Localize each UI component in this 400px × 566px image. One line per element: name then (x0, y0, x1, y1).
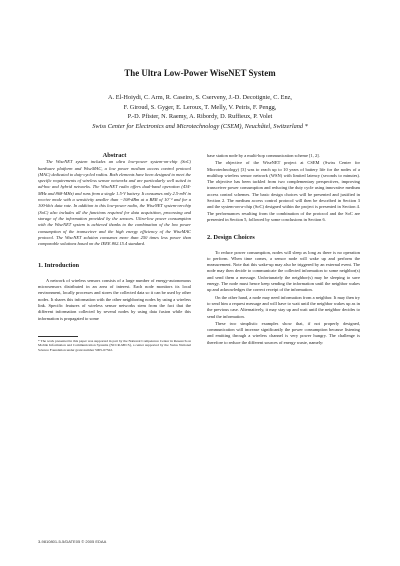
page-footer: 3-9810801-5-5/DATE05 © 2005 EDAA (38, 539, 107, 544)
authors-line: P.-D. Pfister, N. Raemy, A. Ribordy, D. Ruffieux, P. Volet (127, 113, 273, 121)
design-choices-paragraph: On the other hand, a node may need information from a neighbor. It may then try to send him a request message and will have to wait until the neighbor wakes up as in the previous case. Alternatively, it may stay up and wait until the neighbor decides to send the information. (207, 294, 360, 319)
paper-title: The Ultra Low-Power WiseNET System (124, 68, 276, 78)
authors-line: F. Giroud, S. Gyger, E. Leroux, T. Melly, V. Peiris, F. Pengg, (123, 103, 277, 111)
footnote-text: * The work presented in this paper was supported in part by the National Competence Center in Research on Mobile Information and Communication Systems (NCCR-MICS), a center supported by the Swiss National Science Foundation under grant number 5005-67322. (38, 338, 191, 353)
section-heading-introduction: 1. Introduction (38, 262, 80, 270)
authors-line: A. El-Hoiydi, C. Arm, R. Caseiro, S. Cserveny, J.-D. Decotignie, C. Enz, (108, 94, 292, 101)
abstract-heading: Abstract (102, 152, 127, 159)
design-choices-paragraph: To reduce power consumption, nodes will sleep as long as there is no operation to perform. When time comes, a sensor node will wake up and perform the measurement. Note that this wake-up may also be triggered by an external event. The node may then decide to communicate the collected information to some neighbor(s) and send them a message. Unfortunately the neighbor(s) may be sleeping to save energy. The node must hence keep sending the information until the neighbor wakes up and acknowledges the correct receipt of the information. (207, 249, 360, 293)
section-heading-design-choices: 2. Design Choices (207, 234, 255, 242)
design-choices-paragraph: These two simplistic examples show that, if not properly designed, communication will increase significantly the power consumption because listening and emitting through a wireless channel is very power hungry. The challenge is therefore to reduce the different sources of energy waste, namely: (207, 320, 360, 345)
introduction-paragraph-continued: base station node by a multi-hop communication scheme [1, 2]. (207, 153, 320, 158)
left-column (38, 153, 191, 353)
footnote-rule (38, 336, 78, 337)
introduction-paragraph: The objective of the WiseNET project at CSEM (Swiss Center for Microtechnology) [3] was to reach up to 10 years of battery life for the nodes of a multihop wireless sensor network (WSN) with limited latency (seconds to minutes). The objective has been tackled from two complementary perspectives, improving transceiver power consumption and reducing the duty cycle using innovative medium access control schemes. The basic design choices will be presented and justified in Section 2. The medium access control protocol will then be described in Section 3 and the system-on-a-chip (SoC) designed within the project is presented in Section 4. The performances resulting from the combination of the protocol and the SoC are presented in Section 5, followed by some conclusions in Section 6. (207, 160, 360, 222)
right-column (207, 153, 360, 346)
footnote-block (38, 336, 191, 353)
introduction-paragraph: A network of wireless sensors consists of a large number of energy-autonomous microsensors distributed in an area of interest. Each node monitors its local environment, locally processes and stores the collected data so it can be used by other nodes. It shares this information with the other neighboring nodes by using a wireless link. Specific features of wireless sensor networks stem from the fact that the different information collected by several nodes by using data fusion while this information is propagated to some (38, 277, 191, 321)
author-block (30, 93, 370, 132)
abstract-text: The WiseNET system includes an ultra low-power system-on-chip (SoC) hardware platform and WiseMAC, a low power medium access control protocol (MAC) dedicated to duty-cycled radios. Both elements have been designed to meet the specific requirements of wireless sensor networks and are particularly well suited to ad-hoc and hybrid networks. The WiseNET radio offers dual-band operation (434-MHz and 868-MHz) and runs from a single 1.5-V battery. It consumes only 2.5-mW in receive mode with a sensitivity smaller than −108-dBm at a BER of 10⁻³ and for a 100-kb/s data rate. In addition to this low-power radio, the WiseNET system-on-chip (SoC) also includes all the functions required for data acquisition, processing and storage of the information provided by the sensors. Ultra-low power consumption with the WiseNET system is achieved thanks to the combination of the low power consumption of the transceiver and the high energy efficiency of the WiseMAC protocol. The WiseNET solution consumes more than 250 times less power than comparable solutions based on the IEEE 802.15.4 standard. (38, 159, 191, 247)
affiliation: Swiss Center for Electronics and Microtechnology (CSEM), Neuchâtel, Switzerland * (92, 123, 308, 131)
